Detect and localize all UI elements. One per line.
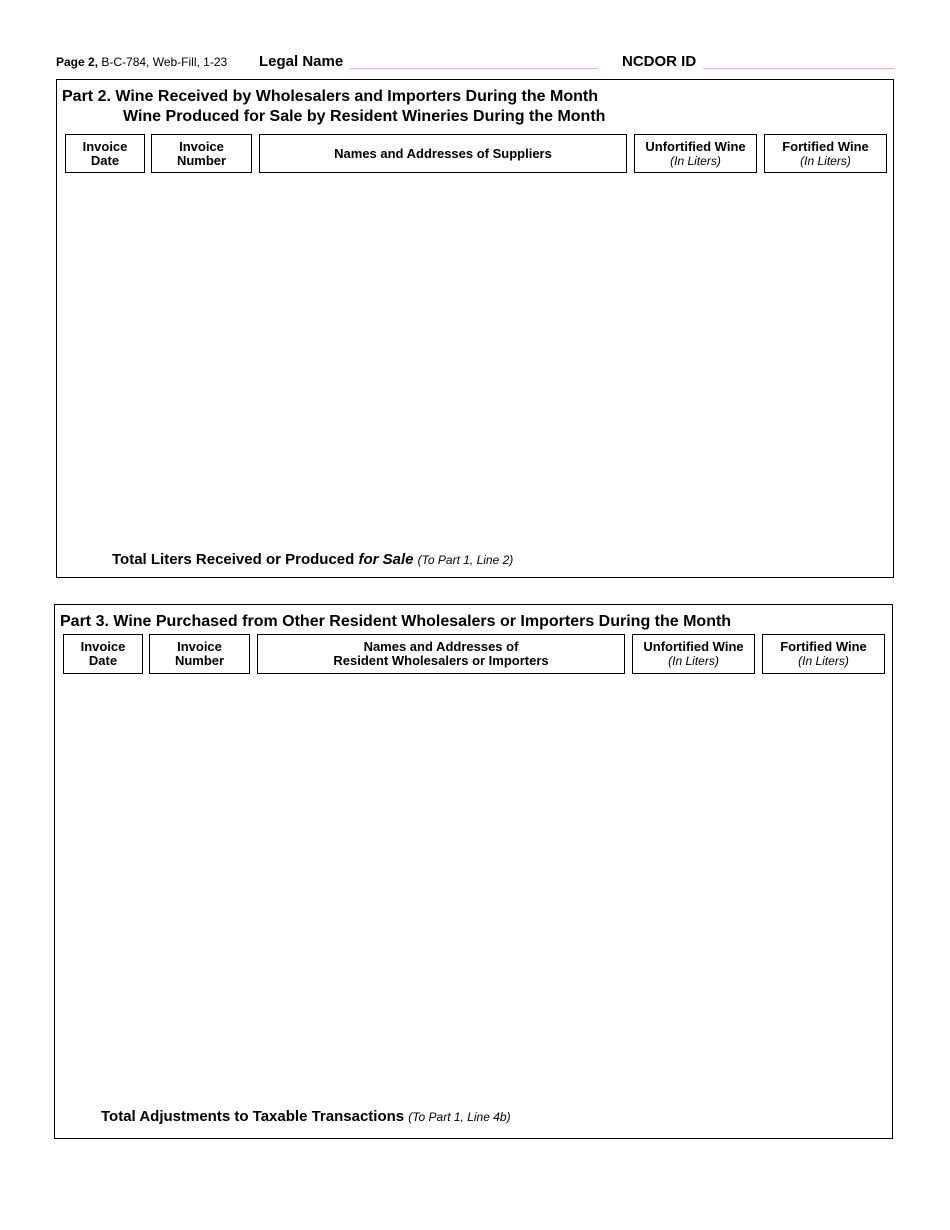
legal-name-field[interactable]: [350, 68, 598, 69]
page-label: Page 2,: [56, 55, 99, 69]
part3-entry-area[interactable]: [58, 680, 888, 1095]
part2-total-line: Total Liters Received or Produced for Sale (To Part 1, Line 2): [112, 551, 514, 568]
part2-title: Part 2. Wine Received by Wholesalers and Importers During the Month: [62, 88, 598, 105]
part2-col-unfortified: Unfortified Wine (In Liters): [634, 134, 757, 173]
part3-title: Part 3. Wine Purchased from Other Resident Wholesalers or Importers During the Month: [60, 613, 732, 630]
part2-col-invoice-number: Invoice Number: [151, 134, 252, 173]
page-identifier: [56, 55, 227, 69]
part2-subtitle: Wine Produced for Sale by Resident Wineries During the Month: [123, 108, 606, 125]
part3-col-unfortified: Unfortified Wine (In Liters): [632, 634, 755, 674]
ncdor-id-field[interactable]: [703, 68, 894, 69]
form-code: B-C-784, Web-Fill, 1-23: [101, 55, 228, 69]
part2-entry-area[interactable]: [60, 178, 890, 538]
part3-col-fortified: Fortified Wine (In Liters): [762, 634, 885, 674]
part2-col-fortified: Fortified Wine (In Liters): [764, 134, 887, 173]
ncdor-id-label: NCDOR ID: [622, 53, 697, 70]
part3-col-invoice-date: Invoice Date: [63, 634, 143, 674]
part3-col-invoice-number: Invoice Number: [149, 634, 250, 674]
part3-total-line: Total Adjustments to Taxable Transactions (To Part 1, Line 4b): [101, 1108, 511, 1125]
part2-col-invoice-date: Invoice Date: [65, 134, 145, 173]
part3-col-wholesalers: Names and Addresses of Resident Wholesalers or Importers: [257, 634, 625, 674]
legal-name-label: Legal Name: [259, 53, 344, 70]
part2-col-suppliers: Names and Addresses of Suppliers: [259, 134, 627, 173]
